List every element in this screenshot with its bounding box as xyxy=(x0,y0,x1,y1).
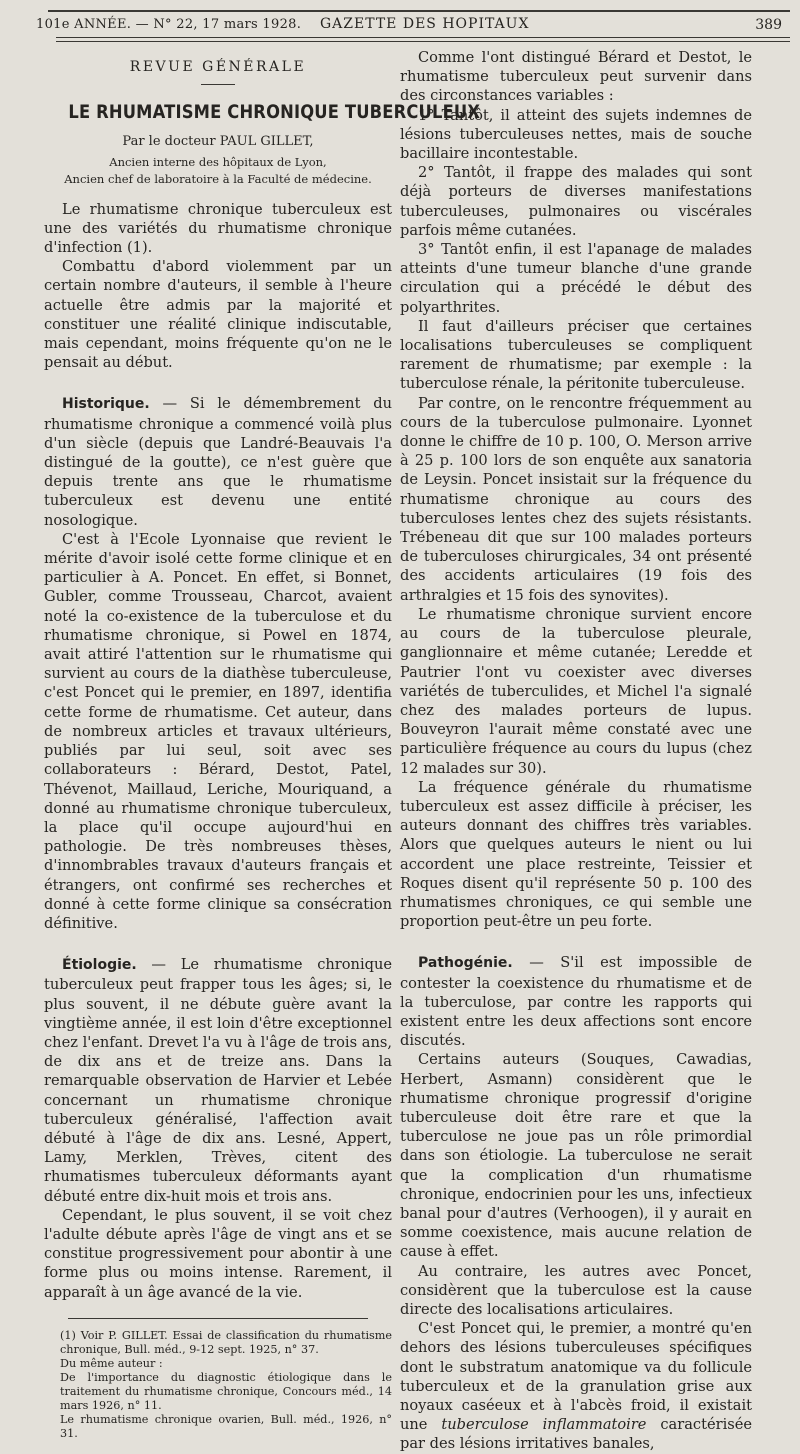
paragraph: Certains auteurs (Souques, Cawadias, Herbert, Asmann) considèrent que le rhumatisme chronique progressif d'origine tuberculeuse doit être rare et que la tuberculose ne joue pas un rôle primordial dans son étiologie. La tuberculose ne serait que la complication d'un rhumatisme chronique, endocrinien pour les uns, infectieux banal pour d'autres (Verhoogen), il y aurait en somme coexistence, mais aucune relation de cause à effet. xyxy=(400,1051,752,1261)
paragraph: Par contre, on le rencontre fréquemment au cours de la tuberculose pulmonaire. Lyonnet donne le chiffre de 10 p. 100, O. Merson arrive à 25 p. 100 lors de son enquête aux sanatoria de Leysin. Poncet insistait sur la fréquence du rhumatisme chronique au cours des tuberculoses lentes chez des sujets résistants. Trébeneau dit que sur 100 malades porteurs de tuberculoses chirurgicales, 34 ont présenté des accidents articulaires (19 fois des arthralgies et 15 fois des synovites). xyxy=(400,394,752,604)
footnote: Le rhumatisme chronique ovarien, Bull. méd., 1926, n° 31. xyxy=(60,1412,392,1440)
section-kicker: REVUE GÉNÉRALE xyxy=(129,59,307,75)
list-item: 3° Tantôt enfin, il est l'apanage de malades atteints d'une tumeur blanche d'une grande circulation qui a précédé le début des polyarthrites. xyxy=(400,241,752,316)
page-header xyxy=(20,10,790,40)
paragraph: Au contraire, les autres avec Poncet, considèrent que la tuberculose est la cause directe des localisations articulaires. xyxy=(400,1262,752,1318)
affiliation-line-2: Ancien chef de laboratoire à la Faculté de médecine. xyxy=(64,171,372,186)
paragraph-text: C'est Poncet qui, le premier, a montré qu'en dehors des lésions tuberculeuses spécifiques dont le substratum anatomique va du follicule tuberculeux et de la granulation grise aux noyaux caséeux et à l'abcès froid, il existait une xyxy=(400,1320,752,1434)
etiologie-paragraph xyxy=(44,955,392,1206)
italic-term: tuberculose inflammatoire xyxy=(441,1416,647,1434)
paragraph: Cependant, le plus souvent, il se voit chez l'adulte débute après l'âge de vingt ans et se constitue progressivement pour abontir à une forme plus ou moins intense. Rarement, il apparaît à un âge avancé de la vie. xyxy=(44,1206,392,1301)
header-rule xyxy=(56,37,790,38)
right-column xyxy=(400,48,752,1454)
header-rule-second xyxy=(56,41,790,42)
paragraph: Comme l'ont distingué Bérard et Destot, le rhumatisme tuberculeux peut survenir dans des circonstances variables : xyxy=(400,49,752,105)
footnote: De l'importance du diagnostic étiologique dans le traitement du rhumatisme chronique, Concours méd., 14 mars 1926, n° 11. xyxy=(60,1370,392,1412)
journal-name: GAZETTE DES HOPITAUX xyxy=(320,16,530,32)
section-heading-historique: Historique. xyxy=(62,396,150,413)
footnote: Du même auteur : xyxy=(60,1356,163,1370)
paragraph: Combattu d'abord violemment par un certain nombre d'auteurs, il semble à l'heure actuelle être admis par la majorité et constituer une réalité clinique indiscutable, mais cependant, moins fréquente qu'on ne le pensait au début. xyxy=(44,258,392,372)
paragraph: Le rhumatisme chronique survient encore au cours de la tuberculose pleurale, ganglionnaire et même cutanée; Leredde et Pautrier l'ont vu coexister avec diverses variétés de tuberculides, et Michel l'a signalé chez des malades porteurs de lupus. Bouveyron l'aurait même constaté avec une particulière fréquence au cours du lupus (chez 12 malades sur 30). xyxy=(400,605,752,777)
paragraph-text: — Si le démembrement du rhumatisme chronique a commencé voilà plus d'un siècle (depuis que Landré-Beauvais l'a distingué de la goutte), ce n'est guère que depuis trente ans que le rhumatisme tuberculeux est devenu une entité nosologique. xyxy=(44,395,392,529)
kicker-rule xyxy=(201,84,235,85)
section-heading-etiologie: Étiologie. xyxy=(62,957,137,974)
header-top-rule xyxy=(48,10,790,12)
article-title: LE RHUMATISME CHRONIQUE TUBERCULEUX xyxy=(68,101,481,124)
paragraph: C'est à l'Ecole Lyonnaise que revient le mérite d'avoir isolé cette forme clinique et en particulier à A. Poncet. En effet, si Bonnet, Gubler, comme Trousseau, Charcot, avaient noté la co-existence de la tuberculose et du rhumatisme chronique, si Powel en 1874, avait attiré l'attention sur le rhumatisme qui survient au cours de la diathèse tuberculeuse, c'est Poncet qui le premier, en 1897, identifia cette forme de rhumatisme. Cet auteur, dans de nombreux articles et travaux ultérieurs, publiés par lui seul, soit avec ses collaborateurs : Bérard, Destot, Patel, Thévenot, Maillaud, Leriche, Mouriquand, a donné au rhumatisme chronique tuberculeux, la place qu'il occupe aujourd'hui en pathologie. De très nombreuses thèses, d'innombrables travaux d'auteurs français et étrangers, ont confirmé ses recherches et donné à cette forme clinique sa consécration définitive. xyxy=(44,530,392,932)
affiliation-line-1: Ancien interne des hôpitaux de Lyon, xyxy=(109,154,327,169)
paragraph xyxy=(400,1319,752,1453)
paragraph-text: caractérisée par des lésions irritatives banales, xyxy=(400,1416,752,1453)
list-item: 2° Tantôt, il frappe des malades qui sont déjà porteurs de diverses manifestations tuberculeuses, pulmonaires ou viscérales parfois même cutanées. xyxy=(400,164,752,239)
paragraph: Il faut d'ailleurs préciser que certaines localisations tuberculeuses se compliquent rarement de rhumatisme; par exemple : la tuberculose rénale, la péritonite tuberculeuse. xyxy=(400,317,752,393)
footnote-rule xyxy=(68,1318,368,1319)
issue-line: 101e ANNÉE. — N° 22, 17 mars 1928. xyxy=(36,17,302,32)
paragraph: La fréquence générale du rhumatisme tuberculeux est assez difficile à préciser, les auteurs donnant des chiffres très variables. Alors que quelques auteurs le nient ou lui accordent une place restreinte, Teissier et Roques disent qu'il représente 50 p. 100 des rhumatismes chroniques, ce qui semble une proportion peut-être un peu forte. xyxy=(400,778,752,931)
paragraph: Le rhumatisme chronique tuberculeux est une des variétés du rhumatisme chronique d'infection (1). xyxy=(44,200,392,257)
paragraph-text: — S'il est impossible de contester la coexistence du rhumatisme et de la tuberculose, par contre les rapports qui existent entre les deux affections sont encore discutés. xyxy=(400,954,752,1050)
footnotes xyxy=(44,1329,392,1441)
list-item: 1° Tantôt, il atteint des sujets indemnes de lésions tuberculeuses nettes, mais de souche bacillaire incontestable. xyxy=(400,106,752,163)
section-heading-pathogenie: Pathogénie. xyxy=(418,955,513,972)
paragraph-text: — Le rhumatisme chronique tuberculeux peut frapper tous les âges; si, le plus souvent, il ne débute guère avant la vingtième année, il est loin d'être exceptionnel chez l'enfant. Drevet l'a vu à l'âge de trois ans, de dix ans et de treize ans. Dans la remarquable observation de Harvier et Lebée concernant un rhumatisme chronique tuberculeux généralisé, l'affection avait débuté à l'âge de dix ans. Lesné, Appert, Lamy, Merklen, Trèves, citent des rhumatismes tuberculeux déformants ayant débuté entre dix-huit mois et trois ans. xyxy=(44,956,392,1205)
historique-paragraph xyxy=(44,394,392,529)
pathogenie-paragraph xyxy=(400,953,752,1050)
page-number: 389 xyxy=(755,17,782,33)
byline: Par le docteur PAUL GILLET, xyxy=(122,134,314,150)
footnote: (1) Voir P. GILLET. Essai de classification du rhumatisme chronique, Bull. méd., 9-12 sept. 1925, n° 37. xyxy=(60,1328,392,1356)
